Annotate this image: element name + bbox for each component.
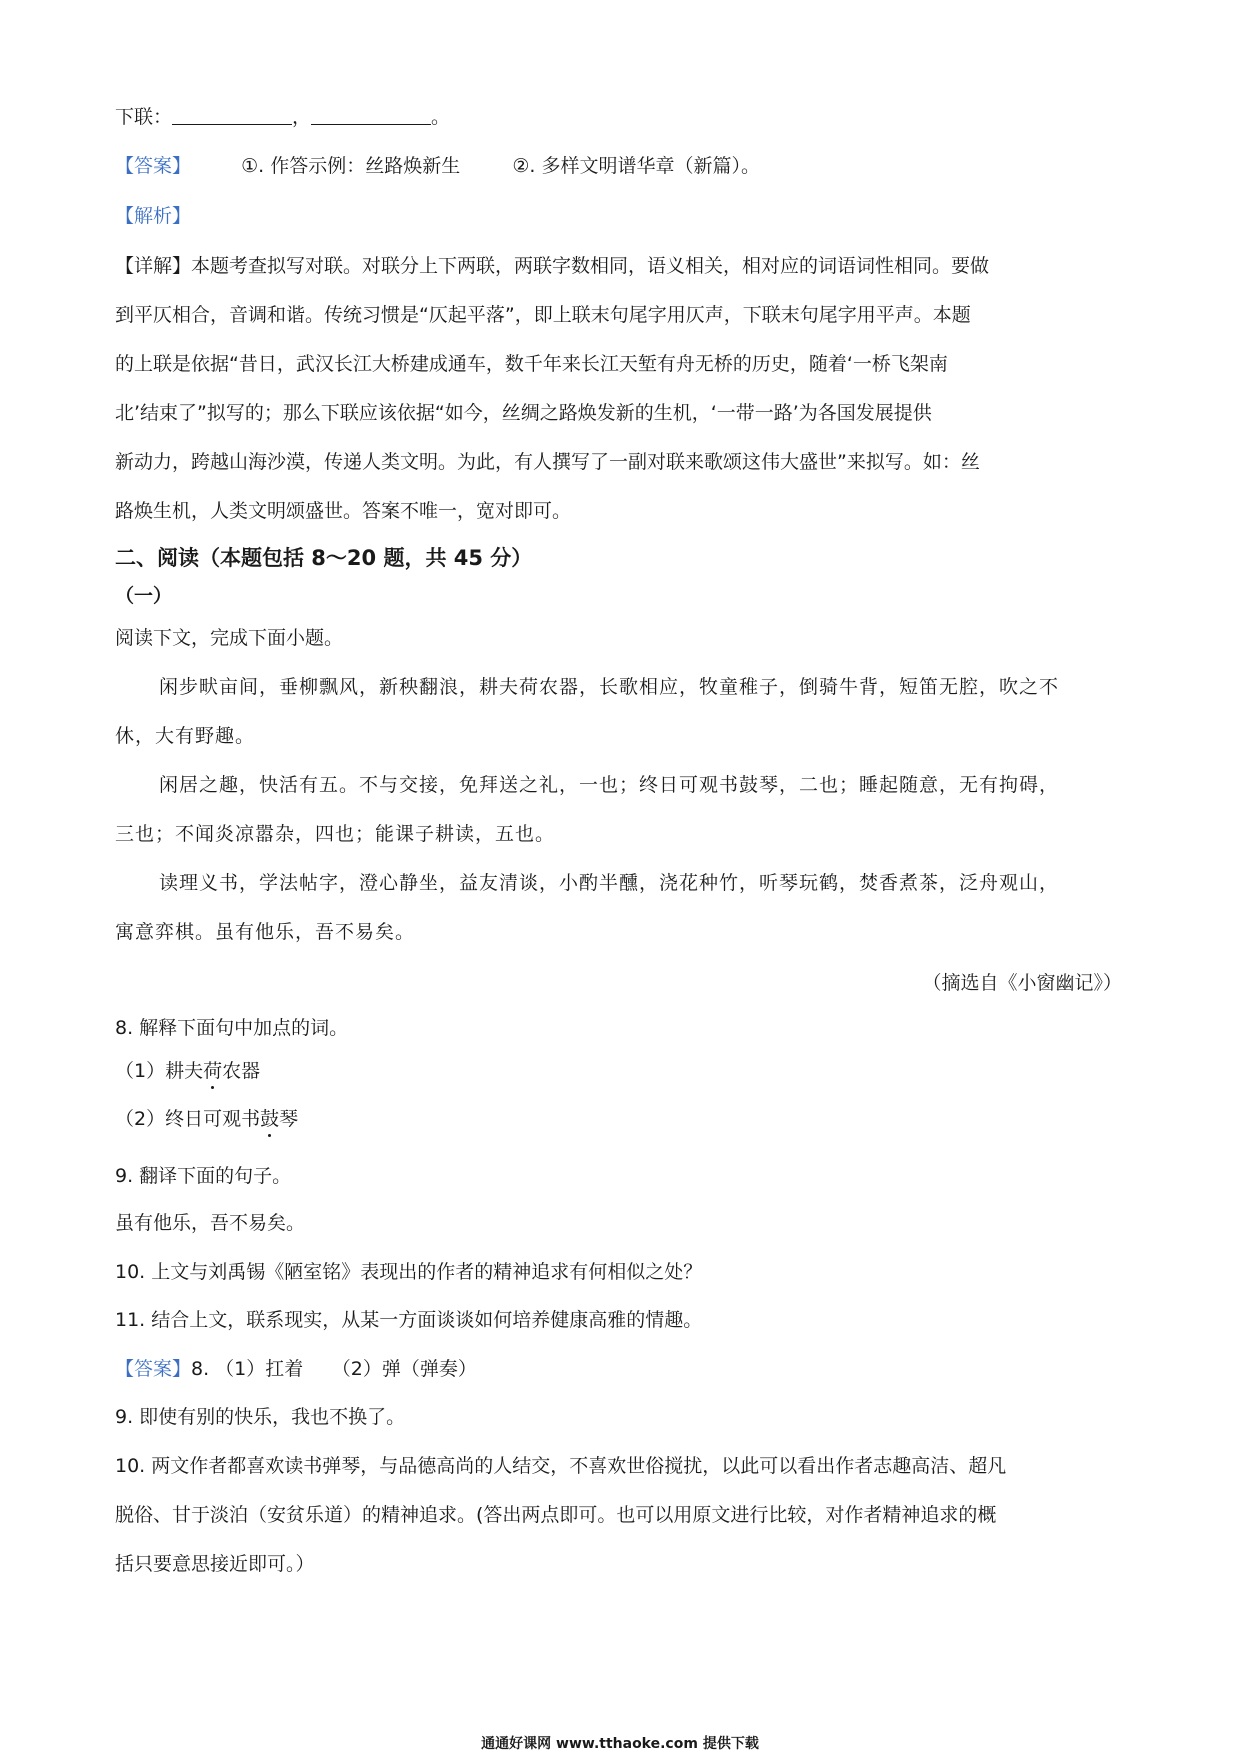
section-sub: （一）: [115, 585, 173, 607]
answer-1: ①. 作答示例：丝路焕新生: [241, 155, 461, 177]
answer-2: ②. 多样文明谱华章（新篇）。: [512, 155, 760, 177]
q8-2-post: 琴: [279, 1108, 299, 1130]
answer-10-line-3: 括只要意思接近即可。）: [115, 1553, 315, 1575]
xialian-line: [115, 106, 450, 129]
page-footer: 通通好课网 www.tthaoke.com 提供下载: [481, 1736, 759, 1752]
q8-2-pre: （2）终日可观书: [115, 1108, 261, 1130]
answer-line: [115, 155, 760, 178]
passage-p1-line-2: 休，大有野趣。: [115, 725, 256, 747]
comma: ，: [292, 106, 312, 128]
question-11: 11. 结合上文，联系现实，从某一方面谈谈如何培养健康高雅的情趣。: [115, 1309, 703, 1331]
question-8-2: [115, 1108, 298, 1131]
q8-1-pre: （1）耕夫: [115, 1060, 204, 1082]
detail-line-5: 新动力，跨越山海沙漠，传递人类文明。为此，有人撰写了一副对联来歌颂这伟大盛世”来拟写。如：丝: [115, 451, 980, 473]
section-intro: 阅读下文，完成下面小题。: [115, 627, 344, 649]
dotted-word-gu: 鼓: [260, 1108, 280, 1130]
xialian-label: 下联：: [115, 106, 173, 128]
answer-8: 8. （1）扛着 （2）弹（弹奏）: [191, 1358, 477, 1380]
passage-p3-line-1: 读理义书，学法帖字，澄心静坐，益友清谈，小酌半醺，浇花种竹，听琴玩鹤，焚香煮茶，泛舟观山，: [159, 872, 1060, 894]
q8-1-post: 农器: [222, 1060, 261, 1082]
passage-source: （摘选自《小窗幽记》）: [922, 972, 1122, 994]
section-heading: 二、阅读（本题包括 8～20 题，共 45 分）: [115, 546, 533, 570]
detail-line-6: 路焕生机，人类文明颂盛世。答案不唯一，宽对即可。: [115, 500, 572, 522]
question-9: 9. 翻译下面的句子。: [115, 1165, 292, 1187]
detail-line-4: 北’结束了”拟写的；那么下联应该依据“如今，丝绸之路焕发新的生机，‘一带一路’为各国发展提供: [115, 402, 932, 424]
passage-p3-line-2: 寓意弈棋。虽有他乐，吾不易矣。: [115, 921, 416, 943]
passage-p2-line-2: 三也；不闻炎凉嚣杂，四也；能课子耕读，五也。: [115, 823, 556, 845]
passage-p1-line-1: 闲步畎亩间，垂柳飘风，新秧翻浪，耕夫荷农器，长歌相应，牧童稚子，倒骑牛背，短笛无腔，吹之不: [159, 676, 1060, 698]
answer-tag: 【答案】: [115, 155, 192, 177]
answer-10-line-2: 脱俗、甘于淡泊（安贫乐道）的精神追求。(答出两点即可。也可以用原文进行比较，对作者精神追求的概: [115, 1504, 997, 1526]
detail-line-1: 【详解】本题考查拟写对联。对联分上下两联，两联字数相同，语义相关，相对应的词语词性相同。要做: [115, 255, 990, 277]
dotted-word-he: 荷: [203, 1060, 223, 1082]
question-8: 8. 解释下面句中加点的词。: [115, 1017, 349, 1039]
answer-9: 9. 即使有别的快乐，我也不换了。: [115, 1406, 406, 1428]
blank-2: [311, 106, 431, 125]
analysis-tag: 【解析】: [115, 205, 192, 227]
answer-8-line: [115, 1358, 477, 1381]
question-9-sentence: 虽有他乐，吾不易矣。: [115, 1212, 306, 1234]
passage-p2-line-1: 闲居之趣，快活有五。不与交接，免拜送之礼，一也；终日可观书鼓琴，二也；睡起随意，无有拘碍，: [159, 774, 1060, 796]
detail-line-2: 到平仄相合，音调和谐。传统习惯是“仄起平落”，即上联末句尾字用仄声，下联末句尾字用平声。本题: [115, 304, 971, 326]
answer-10-line-1: 10. 两文作者都喜欢读书弹琴，与品德高尚的人结交，不喜欢世俗搅扰，以此可以看出作者志趣高洁、超凡: [115, 1455, 1007, 1477]
detail-line-3: 的上联是依据“昔日，武汉长江大桥建成通车，数千年来长江天堑有舟无桥的历史，随着‘一桥飞架南: [115, 353, 948, 375]
period: 。: [431, 106, 451, 128]
question-10: 10. 上文与刘禹锡《陋室铭》表现出的作者的精神追求有何相似之处？: [115, 1261, 703, 1283]
answers-tag: 【答案】: [115, 1358, 192, 1380]
blank-1: [172, 106, 292, 125]
question-8-1: [115, 1060, 260, 1083]
